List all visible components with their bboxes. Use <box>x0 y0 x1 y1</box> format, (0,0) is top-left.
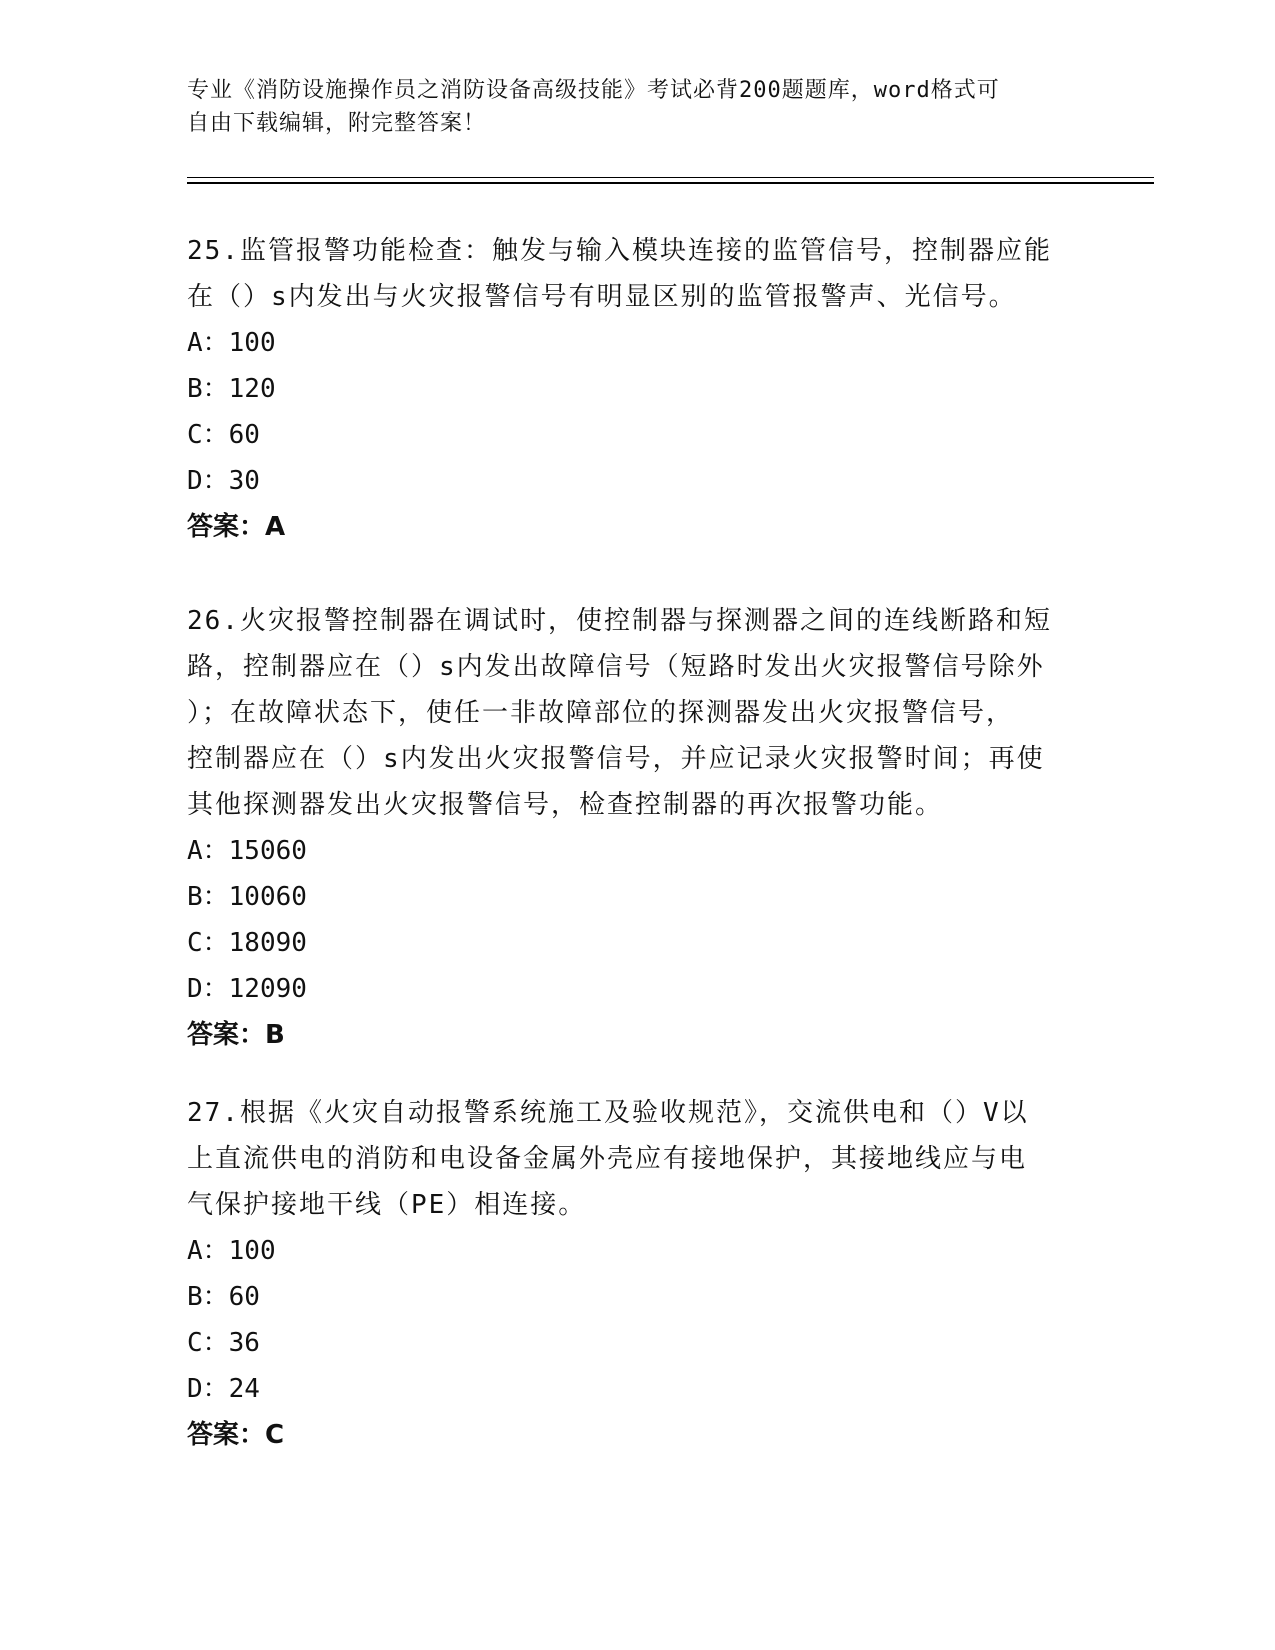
question-26-option-d: D：12090 <box>187 974 307 1004</box>
document-header <box>187 74 1087 140</box>
question-26-option-c: C：18090 <box>187 928 307 958</box>
question-27-line-1: 27.根据《火灾自动报警系统施工及验收规范》，交流供电和（）V以 <box>187 1098 1029 1128</box>
question-25-option-d: D：30 <box>187 466 260 496</box>
question-26-line-2: 路，控制器应在（）s内发出故障信号（短路时发出火灾报警信号除外 <box>187 652 1045 682</box>
question-26-line-1: 26.火灾报警控制器在调试时，使控制器与探测器之间的连线断路和短 <box>187 606 1052 636</box>
question-27-option-a: A：100 <box>187 1236 276 1266</box>
question-25 <box>187 228 1087 550</box>
question-27-line-3: 气保护接地干线（PE）相连接。 <box>187 1190 587 1220</box>
question-26-option-b: B：10060 <box>187 882 307 912</box>
header-divider-bottom <box>187 182 1154 184</box>
question-26-answer: 答案：B <box>187 1020 285 1050</box>
question-27-option-b: B：60 <box>187 1282 260 1312</box>
question-27-answer: 答案：C <box>187 1420 285 1450</box>
header-line-1: 专业《消防设施操作员之消防设备高级技能》考试必背200题题库，word格式可 <box>187 78 1000 103</box>
header-divider-top <box>187 177 1154 178</box>
question-25-line-2: 在（）s内发出与火灾报警信号有明显区别的监管报警声、光信号。 <box>187 282 1017 312</box>
question-27 <box>187 1090 1087 1458</box>
question-27-line-2: 上直流供电的消防和电设备金属外壳应有接地保护，其接地线应与电 <box>187 1144 1028 1174</box>
question-25-line-1: 25.监管报警功能检查：触发与输入模块连接的监管信号，控制器应能 <box>187 236 1052 266</box>
question-25-option-a: A：100 <box>187 328 276 358</box>
question-26-line-3: ）；在故障状态下，使任一非故障部位的探测器发出火灾报警信号， <box>187 698 1015 728</box>
question-25-answer: 答案：A <box>187 512 286 542</box>
question-25-option-c: C：60 <box>187 420 260 450</box>
question-26-line-4: 控制器应在（）s内发出火灾报警信号，并应记录火灾报警时间；再使 <box>187 744 1045 774</box>
question-26 <box>187 598 1087 1058</box>
question-27-option-d: D：24 <box>187 1374 260 1404</box>
question-27-option-c: C：36 <box>187 1328 260 1358</box>
question-26-line-5: 其他探测器发出火灾报警信号，检查控制器的再次报警功能。 <box>187 790 944 820</box>
question-25-option-b: B：120 <box>187 374 276 404</box>
header-line-2: 自由下载编辑，附完整答案！ <box>187 111 487 136</box>
question-26-option-a: A：15060 <box>187 836 307 866</box>
